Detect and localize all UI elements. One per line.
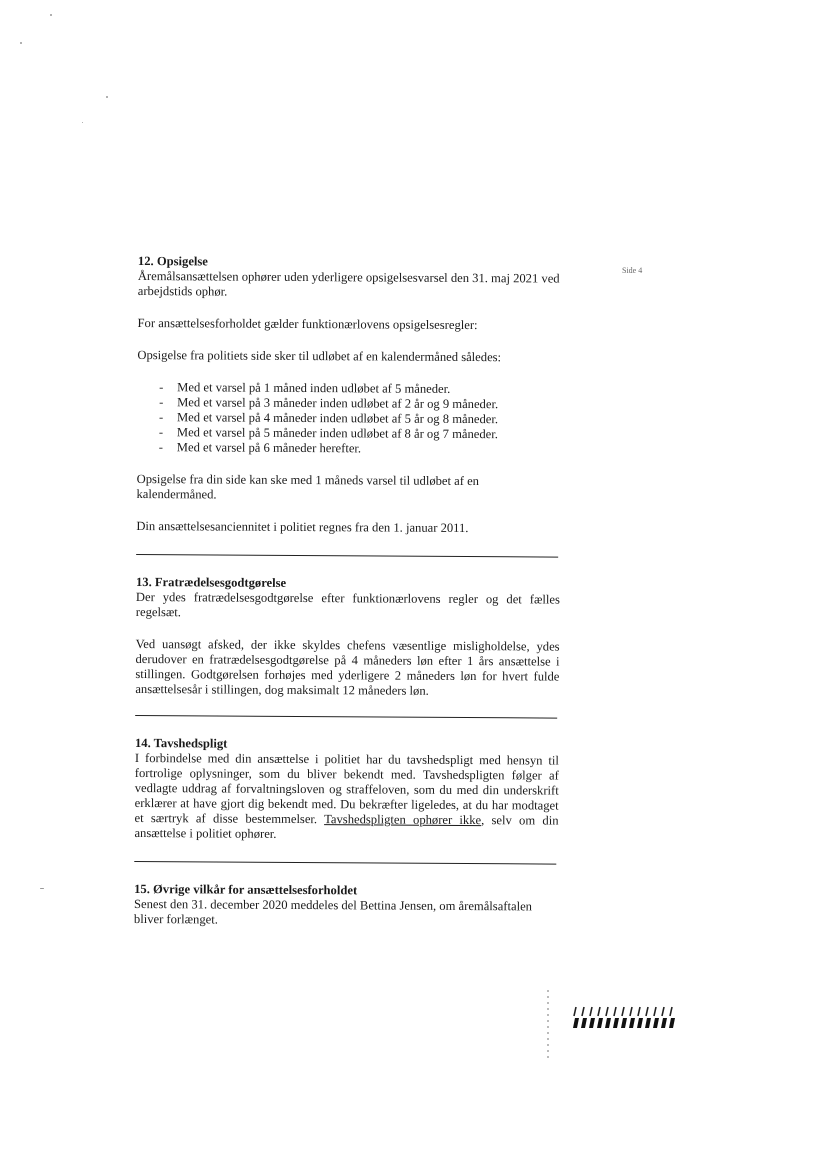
section-title: 15. Øvrige vilkår for ansættelsesforholdet	[134, 881, 358, 898]
paragraph-text: I forbindelse med din ansættelse i politiet har du tavshedspligt med hensyn til fortrolige oplysninger, som du bliver bekendt med. Tavshedspligten følger af vedlagte uddrag af forvaltningsloven og straffeloven, som du med din underskrift erklærer at have gjort dig bekendt med. Du bekræfter ligeledes, at du har modtaget et særtryk af disse bestemmelser.	[134, 750, 559, 827]
paragraph: For ansættelsesforholdet gælder funktionærlovens opsigelsesregler:	[137, 315, 478, 333]
paragraph: Senest den 31. december 2020 meddeles del Bettina Jensen, om åremålsaftalen bliver forlænget.	[133, 896, 533, 927]
document-body	[134, 254, 562, 930]
list-item: - Med et varsel på 1 måned inden udløbet af 5 måneder.	[159, 380, 561, 397]
paragraph: Ved uansøgt afsked, der ikke skyldes chefens væsentlige misligholdelse, ydes derudover en fratrædelsesgodtgørelse på 4 måneders løn efter 1 års ansættelse i stillingen. Godtgørelsen forhøjes med yderligere 2 måneders løn for hvert fulde ansættelsesår i stillingen, dog maksimalt 12 måneders løn.	[135, 636, 560, 698]
section-13	[135, 575, 560, 700]
notice-period-list	[137, 380, 561, 458]
paragraph: Opsigelse fra politiets side sker til udløbet af en kalendermåned således:	[137, 347, 502, 365]
scan-speck	[40, 888, 44, 889]
section-12	[136, 254, 562, 537]
list-item: - Med et varsel på 6 måneder herefter.	[159, 440, 561, 457]
paragraph: Opsigelse fra din side kan ske med 1 måneds varsel til udløbet af en kalendermåned.	[136, 471, 480, 502]
scan-speck	[106, 96, 108, 98]
paragraph: Åremålsansættelsen ophører uden yderligere opsigelsesvarsel den 31. maj 2021 ved arbejdstids ophør.	[137, 268, 560, 299]
page-number-label: Side 4	[622, 266, 643, 275]
paragraph: Der ydes fratrædelsesgodtgørelse efter funktionærlovens regler og det fælles regelsæt.	[135, 589, 560, 620]
scan-artifact	[547, 990, 549, 1060]
section-title: 14. Tavshedspligt	[134, 735, 228, 751]
section-title: 13. Fratrædelsesgodtgørelse	[135, 574, 287, 590]
scan-speck	[82, 122, 83, 123]
paragraph-text: , selv om din ansættelse i politiet ophører.	[134, 813, 559, 841]
scan-speck	[50, 14, 52, 16]
section-15	[134, 882, 558, 930]
section-14	[134, 736, 559, 844]
section-title: 12. Opsigelse	[137, 254, 208, 269]
list-item: - Med et varsel på 4 måneder inden udløbet af 5 år og 8 måneder.	[159, 410, 561, 427]
underlined-text: Tavshedspligten ophører ikke	[324, 812, 482, 828]
list-item: - Med et varsel på 3 måneder inden udløbet af 2 år og 9 måneder.	[159, 395, 561, 412]
list-item: - Med et varsel på 5 måneder inden udløbet af 8 år og 7 måneder.	[159, 425, 561, 442]
paragraph	[134, 751, 559, 844]
scan-speck	[20, 42, 22, 44]
barcode-image	[572, 1005, 676, 1031]
paragraph: Din ansættelsesanciennitet i politiet regnes fra den 1. januar 2011.	[136, 518, 469, 536]
